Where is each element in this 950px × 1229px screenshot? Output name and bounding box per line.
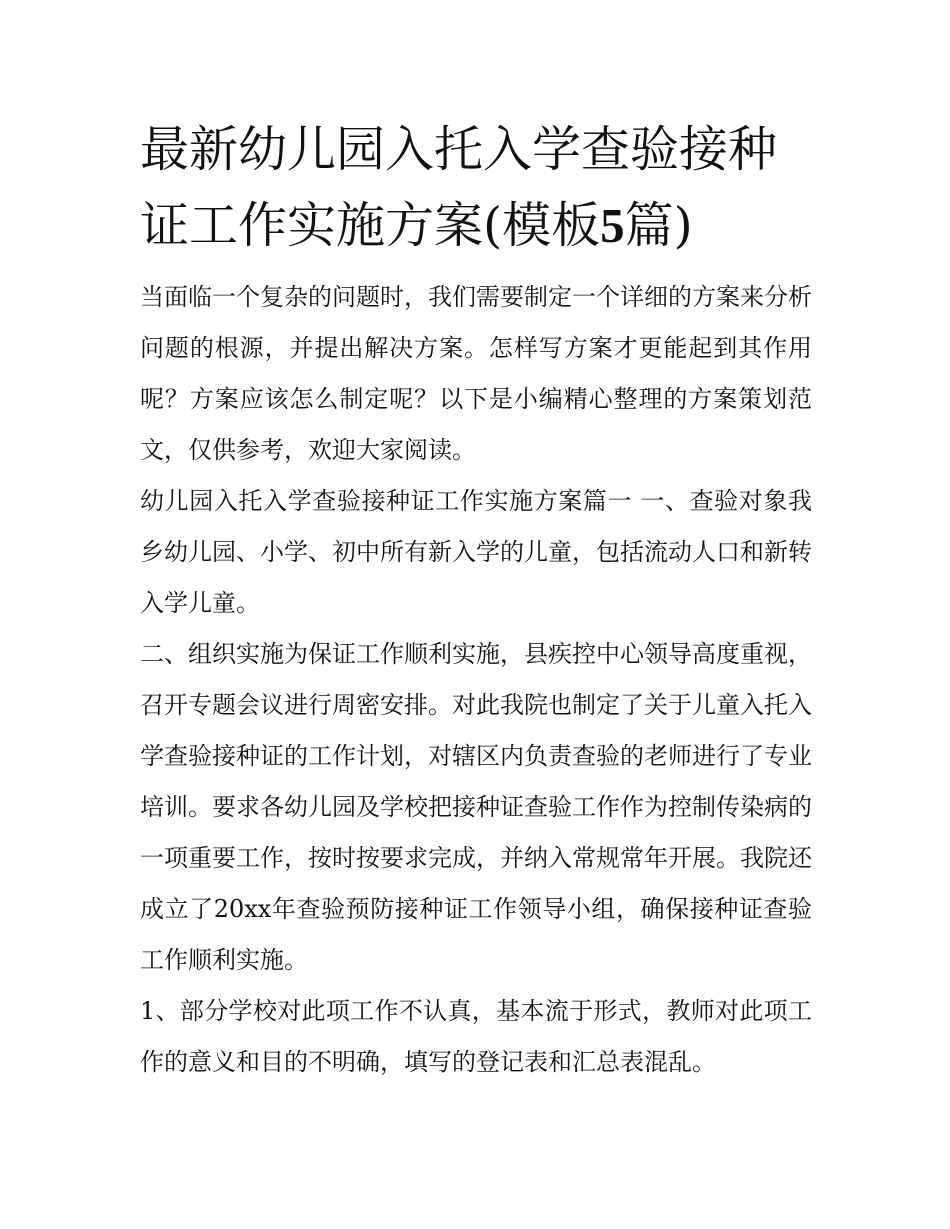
- document-body: [140, 272, 812, 1088]
- paragraph-section-2: 二、组织实施为保证工作顺利实施，县疾控中心领导高度重视，召开专题会议进行周密安排。对此我院也制定了关于儿童入托入学查验接种证的工作计划，对辖区内负责查验的老师进行了专业培训。要求各幼儿园及学校把接种证查验工作作为控制传染病的一项重要工作，按时按要求完成，并纳入常规常年开展。我院还成立了20xx年查验预防接种证工作领导小组，确保接种证查验工作顺利实施。: [140, 640, 812, 974]
- title-line-2: 证工作实施方案(模板: [140, 197, 601, 254]
- paragraph-section-1: 幼儿园入托入学查验接种证工作实施方案篇一 一、查验对象我乡幼儿园、小学、初中所有新入学的儿童，包括流动人口和新转入学儿童。: [140, 487, 812, 617]
- document-content: [140, 112, 812, 1088]
- paragraph-item-1: 1、部分学校对此项工作不认真，基本流于形式，教师对此项工作的意义和目的不明确，填写的登记表和汇总表混乱。: [140, 997, 812, 1076]
- paragraph-intro: 当面临一个复杂的问题时，我们需要制定一个详细的方案来分析问题的根源，并提出解决方案。怎样写方案才更能起到其作用呢？方案应该怎么制定呢？以下是小编精心整理的方案策划范文，仅供参考，欢迎大家阅读。: [140, 283, 812, 464]
- title-line-2-end: 篇): [624, 197, 693, 254]
- document-title: [140, 112, 812, 264]
- title-line-1: 最新幼儿园入托入学查验接种: [140, 121, 778, 178]
- title-number: 5: [600, 198, 625, 253]
